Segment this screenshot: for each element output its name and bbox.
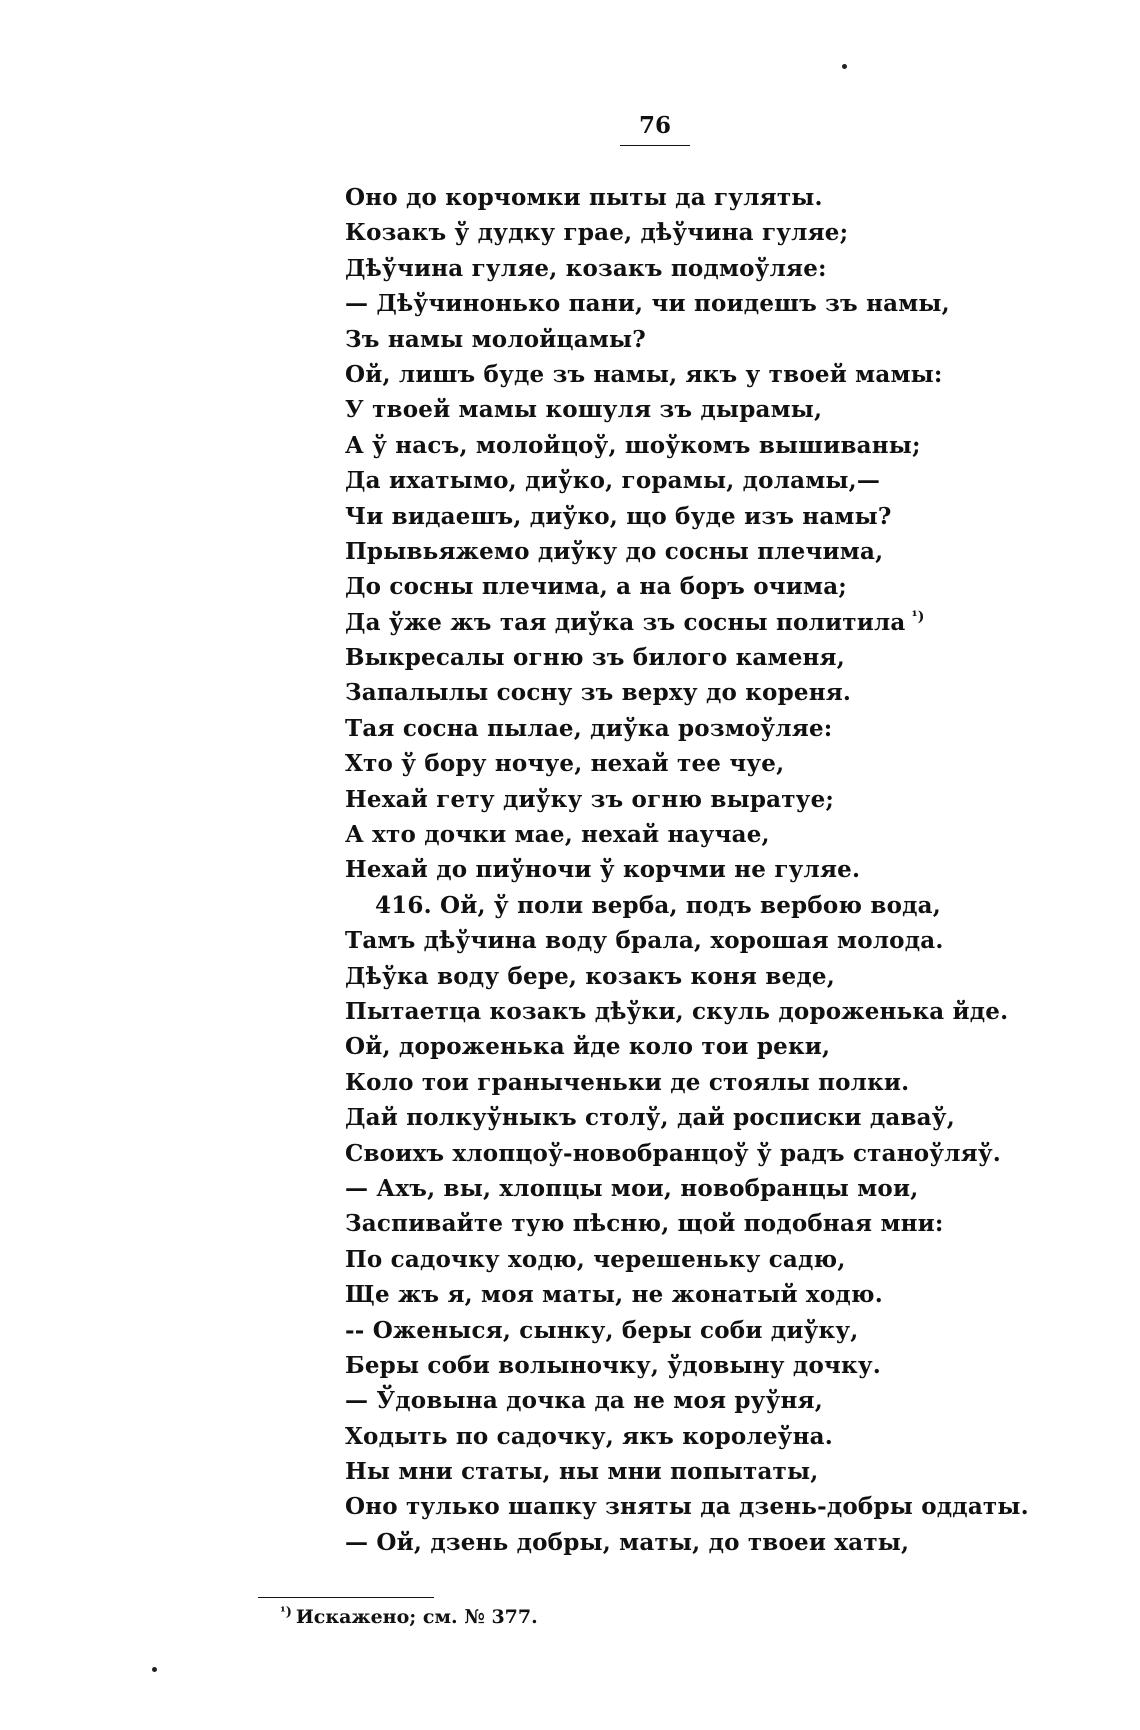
poem-line: Беры соби волыночку, ўдовыну дочку. — [345, 1351, 881, 1379]
poem-line: Ходыть по садочку, якъ королеўна. — [345, 1422, 833, 1450]
poem-line: Прывьяжемо диўку до сосны плечима, — [345, 537, 884, 565]
footnote-divider — [258, 1597, 434, 1598]
footnote-text: Искажено; см. № 377. — [295, 1606, 538, 1628]
poem-line: — Дѣўчинонько пани, чи поидешъ зъ намы, — [345, 290, 950, 318]
footnote-mark: ¹) — [280, 1604, 292, 1620]
poem-line: Запалылы сосну зъ верху до кореня. — [345, 679, 852, 707]
poem-line: Дай полкуўныкъ столў, дай росписки даваў, — [345, 1104, 955, 1132]
footnote-reference[interactable]: ¹) — [911, 609, 925, 626]
poem-line: Зъ намы молойцамы? — [345, 325, 646, 353]
poem-line: Своихъ хлопцоў-новобранцоў ў радъ станоўляў. — [345, 1139, 1001, 1167]
poem-line: Тая сосна пылае, диўка розмоўляе: — [345, 714, 833, 742]
page-number: 76 — [620, 112, 690, 146]
poem-line: Ой, дороженька йде коло тои реки, — [345, 1033, 831, 1061]
poem-line: Оно тулько шапку зняты да дзень-добры оддаты. — [345, 1493, 1029, 1521]
scan-speck — [152, 1667, 157, 1672]
poem-line: Пытаетца козакъ дѣўки, скуль дороженька йде. — [345, 997, 1009, 1025]
poem-line: Нехай гету диўку зъ огню выратуе; — [345, 785, 835, 813]
poem-line: Дѣўка воду бере, козакъ коня веде, — [345, 962, 835, 990]
poem-line: Оно до корчомки пыты да гуляты. — [345, 184, 823, 211]
poem-line: Нехай до пиўночи ў корчми не гуляе. — [345, 856, 861, 884]
poem-line: Ще жъ я, моя маты, не жонатый ходю. — [345, 1281, 883, 1309]
poem-line-text: Да ўже жъ тая диўка зъ сосны политила — [345, 608, 906, 636]
poem-line: Выкресалы огню зъ билого каменя, — [345, 644, 845, 672]
poem-line: Ны мни статы, ны мни попытаты, — [345, 1458, 819, 1486]
poem-line: По садочку ходю, черешеньку садю, — [345, 1245, 846, 1273]
poem-line: До сосны плечима, а на боръ очима; — [345, 573, 847, 601]
poem-line: А хто дочки мае, нехай научае, — [345, 821, 770, 849]
footnote — [280, 1604, 538, 1630]
poem-line: Коло тои граныченьки де стоялы полки. — [345, 1068, 910, 1096]
poem-line: Козакъ ў дудку грае, дѣўчина гуляе; — [345, 219, 849, 247]
poem-line: -- Оженыся, сынку, беры соби диўку, — [345, 1316, 859, 1344]
song-number-line: 416. Ой, ў поли верба, подъ вербою вода, — [375, 891, 941, 919]
poem-line: Дѣўчина гуляе, козакъ подмоўляе: — [345, 254, 827, 282]
poem-line: Чи видаешъ, диўко, що буде изъ намы? — [345, 502, 892, 530]
poem-line: Заспивайте тую пѣсню, щой подобная мни: — [345, 1210, 944, 1238]
poem-text — [345, 180, 1029, 1560]
poem-line: — Ўдовына дочка да не моя руўня, — [345, 1387, 823, 1415]
poem-line: Да ихатымо, диўко, горамы, доламы,— — [345, 467, 881, 495]
poem-line: Тамъ дѣўчина воду брала, хорошая молода. — [345, 927, 944, 955]
poem-line: — Ахъ, вы, хлопцы мои, новобранцы мои, — [345, 1174, 919, 1202]
poem-line: У твоей мамы кошуля зъ дырамы, — [345, 396, 823, 424]
scan-speck — [842, 64, 847, 69]
poem-line: Хто ў бору ночуе, нехай тее чуе, — [345, 750, 785, 778]
poem-line: А ў насъ, молойцоў, шоўкомъ вышиваны; — [345, 431, 921, 459]
poem-line: Ой, лишъ буде зъ намы, якъ у твоей мамы: — [345, 360, 943, 388]
poem-line: — Ой, дзень добры, маты, до твоеи хаты, — [345, 1528, 910, 1556]
poem-line-with-footnote — [345, 605, 945, 640]
